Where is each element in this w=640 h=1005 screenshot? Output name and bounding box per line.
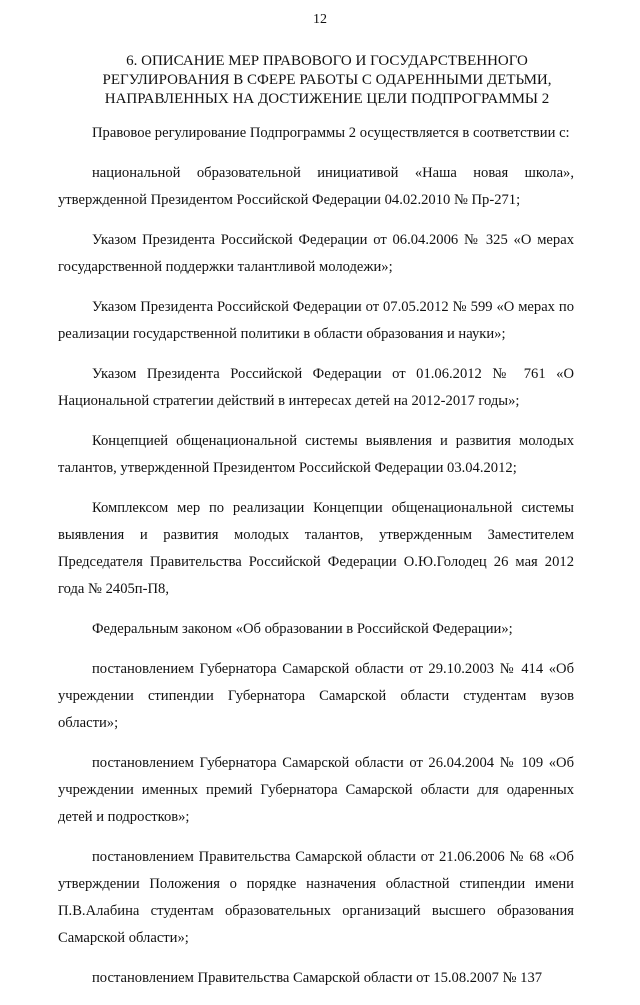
paragraph-government-137: постановлением Правительства Самарской области от 15.08.2007 № 137 (92, 970, 543, 986)
paragraph-decree-761: Указом Президента Российской Федерации от 01.06.2012 № 761 «О Национальной стратегии действий в интересах детей на 2012-2017 годы»; (58, 366, 574, 409)
paragraph-intro: Правовое регулирование Подпрограммы 2 осуществляется в соответствии с: (92, 125, 570, 141)
section-title: 6. ОПИСАНИЕ МЕР ПРАВОВОГО И ГОСУДАРСТВЕННОГО РЕГУЛИРОВАНИЯ В СФЕРЕ РАБОТЫ С ОДАРЕННЫМИ ДЕТЬМИ, НАПРАВЛЕННЫХ НА ДОСТИЖЕНИЕ ЦЕЛИ ПОДПРОГРАММЫ 2 (102, 53, 552, 107)
paragraph-talent-concept: Концепцией общенациональной системы выявления и развития молодых талантов, утвержденной Президентом Российской Федерации 03.04.2012; (58, 433, 574, 476)
paragraph-governor-109: постановлением Губернатора Самарской области от 26.04.2004 № 109 «Об учреждении именных премий Губернатора Самарской области для одаренных детей и подростков»; (58, 755, 574, 825)
paragraph-measures-complex: Комплексом мер по реализации Концепции общенациональной системы выявления и развития молодых талантов, утвержденным Заместителем Председателя Правительства Российской Федерации О.Ю.Голодец 26 мая 2012 года № 2405п-П8, (58, 500, 574, 597)
paragraph-national-initiative: национальной образовательной инициативой «Наша новая школа», утвержденной Президентом Российской Федерации 04.02.2010 № Пр-271; (58, 165, 574, 208)
page-number: 12 (313, 12, 327, 27)
paragraph-decree-325: Указом Президента Российской Федерации от 06.04.2006 № 325 «О мерах государственной поддержки талантливой молодежи»; (58, 232, 574, 275)
paragraph-decree-599: Указом Президента Российской Федерации от 07.05.2012 № 599 «О мерах по реализации государственной политики в области образования и науки»; (58, 299, 574, 342)
paragraph-government-68: постановлением Правительства Самарской области от 21.06.2006 № 68 «Об утверждении Положения о порядке назначения областной стипендии имени П.В.Алабина студентам образовательных организаций высшего образования Самарской области»; (58, 849, 574, 946)
paragraph-education-law: Федеральным законом «Об образовании в Российской Федерации»; (92, 621, 513, 637)
document-body (58, 120, 574, 1005)
paragraph-governor-414: постановлением Губернатора Самарской области от 29.10.2003 № 414 «Об учреждении стипендии Губернатора Самарской области студентам вузов области»; (58, 661, 574, 731)
